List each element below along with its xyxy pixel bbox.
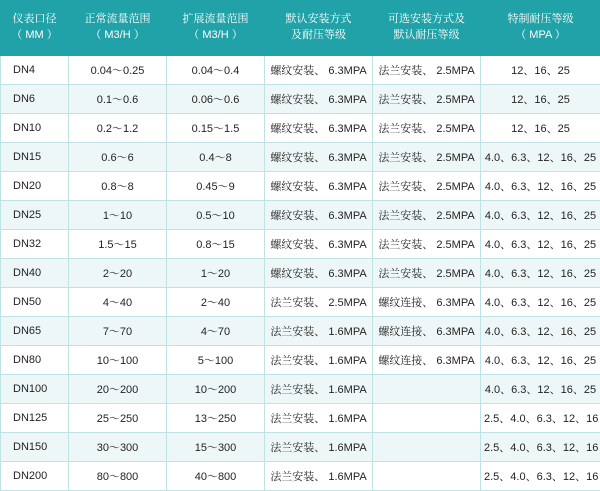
table-cell: 法兰安装、 1.6MPA	[265, 462, 373, 491]
cell-diameter: DN10	[1, 114, 69, 143]
column-header-diameter-line1: 仪表口径	[3, 12, 66, 28]
table-cell	[373, 375, 481, 404]
table-row	[1, 375, 600, 404]
table-row	[1, 172, 600, 201]
table-cell: 法兰安装、 2.5MPA	[265, 288, 373, 317]
table-cell: 法兰安装、 2.5MPA	[373, 201, 481, 230]
table-cell: 0.06～0.6	[167, 85, 265, 114]
table-cell: 1.5～15	[69, 230, 167, 259]
column-header-optional-install-line2: 默认耐压等级	[375, 28, 478, 44]
cell-diameter: DN200	[1, 462, 69, 491]
table-cell: 螺纹安装、 6.3MPA	[265, 230, 373, 259]
table-cell: 螺纹连接、 6.3MPA	[373, 288, 481, 317]
column-header-special-pressure-line2: （ MPA ）	[483, 28, 598, 44]
table-row	[1, 56, 600, 85]
cell-diameter: DN100	[1, 375, 69, 404]
table-cell: 20～200	[69, 375, 167, 404]
table-cell: 螺纹安装、 6.3MPA	[265, 143, 373, 172]
table-cell: 法兰安装、 2.5MPA	[373, 172, 481, 201]
table-cell: 2～40	[167, 288, 265, 317]
column-header-extended-flow-line2: （ M3/H ）	[169, 28, 262, 44]
table-cell: 5～100	[167, 346, 265, 375]
table-cell: 0.2～1.2	[69, 114, 167, 143]
table-cell	[373, 462, 481, 491]
cell-diameter: DN50	[1, 288, 69, 317]
table-cell: 0.5～10	[167, 201, 265, 230]
table-cell: 0.45～9	[167, 172, 265, 201]
table-cell: 12、16、25	[481, 85, 600, 114]
column-header-optional-install	[373, 1, 481, 56]
table-cell: 螺纹安装、 6.3MPA	[265, 114, 373, 143]
table-cell: 0.8～15	[167, 230, 265, 259]
table-row	[1, 259, 600, 288]
table-cell: 螺纹安装、 6.3MPA	[265, 85, 373, 114]
table-cell: 螺纹安装、 6.3MPA	[265, 172, 373, 201]
table-cell: 螺纹连接、 6.3MPA	[373, 346, 481, 375]
table-cell: 30～300	[69, 433, 167, 462]
table-cell: 0.15～1.5	[167, 114, 265, 143]
table-cell: 4.0、6.3、12、16、25	[481, 346, 600, 375]
table-cell: 法兰安装、 1.6MPA	[265, 317, 373, 346]
table-cell: 螺纹连接、 6.3MPA	[373, 317, 481, 346]
table-row	[1, 346, 600, 375]
table-cell: 40～800	[167, 462, 265, 491]
table-cell: 4.0、6.3、12、16、25	[481, 317, 600, 346]
table-row	[1, 143, 600, 172]
table-row	[1, 114, 600, 143]
table-cell: 0.6～6	[69, 143, 167, 172]
table-cell	[373, 433, 481, 462]
table-cell: 2.5、4.0、6.3、12、16	[481, 404, 600, 433]
column-header-optional-install-line1: 可选安装方式及	[375, 12, 478, 28]
cell-diameter: DN4	[1, 56, 69, 85]
column-header-extended-flow	[167, 1, 265, 56]
table-cell: 4.0、6.3、12、16、25	[481, 143, 600, 172]
table-cell: 法兰安装、 2.5MPA	[373, 114, 481, 143]
column-header-default-install	[265, 1, 373, 56]
cell-diameter: DN150	[1, 433, 69, 462]
column-header-normal-flow	[69, 1, 167, 56]
table-cell: 4.0、6.3、12、16、25	[481, 172, 600, 201]
table-cell: 4.0、6.3、12、16、25	[481, 201, 600, 230]
table-row	[1, 404, 600, 433]
table-cell: 7～70	[69, 317, 167, 346]
table-cell: 法兰安装、 2.5MPA	[373, 85, 481, 114]
table-cell: 法兰安装、 2.5MPA	[373, 56, 481, 85]
table-row	[1, 201, 600, 230]
cell-diameter: DN32	[1, 230, 69, 259]
cell-diameter: DN80	[1, 346, 69, 375]
table-cell: 2～20	[69, 259, 167, 288]
table-cell: 0.04～0.4	[167, 56, 265, 85]
table-cell: 25～250	[69, 404, 167, 433]
column-header-extended-flow-line1: 扩展流量范围	[169, 12, 262, 28]
table-cell: 4.0、6.3、12、16、25	[481, 375, 600, 404]
table-cell: 法兰安装、 2.5MPA	[373, 143, 481, 172]
table-cell: 法兰安装、 1.6MPA	[265, 433, 373, 462]
table-cell: 1～20	[167, 259, 265, 288]
column-header-diameter-line2: （ MM ）	[3, 28, 66, 44]
table-cell: 1～10	[69, 201, 167, 230]
cell-diameter: DN20	[1, 172, 69, 201]
table-cell: 12、16、25	[481, 56, 600, 85]
table-cell: 4～40	[69, 288, 167, 317]
table-cell: 0.4～8	[167, 143, 265, 172]
column-header-special-pressure	[481, 1, 600, 56]
table-cell: 0.8～8	[69, 172, 167, 201]
table-cell: 10～200	[167, 375, 265, 404]
column-header-default-install-line1: 默认安装方式	[267, 12, 370, 28]
cell-diameter: DN40	[1, 259, 69, 288]
table-cell: 4.0、6.3、12、16、25	[481, 288, 600, 317]
cell-diameter: DN25	[1, 201, 69, 230]
table-row	[1, 85, 600, 114]
column-header-default-install-line2: 及耐压等级	[267, 28, 370, 44]
cell-diameter: DN65	[1, 317, 69, 346]
column-header-special-pressure-line1: 特制耐压等级	[483, 12, 598, 28]
table-cell: 80～800	[69, 462, 167, 491]
table-cell: 0.1～0.6	[69, 85, 167, 114]
table-cell: 法兰安装、 1.6MPA	[265, 375, 373, 404]
table-cell: 4.0、6.3、12、16、25	[481, 259, 600, 288]
table-row	[1, 317, 600, 346]
table-header	[1, 1, 600, 56]
table-cell: 螺纹安装、 6.3MPA	[265, 259, 373, 288]
table-cell: 法兰安装、 1.6MPA	[265, 346, 373, 375]
table-cell: 4.0、6.3、12、16、25	[481, 230, 600, 259]
table-cell: 0.04～0.25	[69, 56, 167, 85]
table-cell: 12、16、25	[481, 114, 600, 143]
table-row	[1, 462, 600, 491]
column-header-normal-flow-line2: （ M3/H ）	[71, 28, 164, 44]
table-row	[1, 288, 600, 317]
table-cell: 法兰安装、 2.5MPA	[373, 230, 481, 259]
table-cell: 15～300	[167, 433, 265, 462]
table-body	[1, 56, 600, 491]
table-cell: 2.5、4.0、6.3、12、16	[481, 462, 600, 491]
cell-diameter: DN15	[1, 143, 69, 172]
column-header-normal-flow-line1: 正常流量范围	[71, 12, 164, 28]
table-cell	[373, 404, 481, 433]
table-cell: 4～70	[167, 317, 265, 346]
table-cell: 螺纹安装、 6.3MPA	[265, 201, 373, 230]
table-cell: 螺纹安装、 6.3MPA	[265, 56, 373, 85]
table-row	[1, 230, 600, 259]
table-cell: 2.5、4.0、6.3、12、16	[481, 433, 600, 462]
table-row	[1, 433, 600, 462]
cell-diameter: DN6	[1, 85, 69, 114]
table-cell: 10～100	[69, 346, 167, 375]
table-header-row	[1, 1, 600, 56]
column-header-diameter	[1, 1, 69, 56]
table-cell: 13～250	[167, 404, 265, 433]
table-cell: 法兰安装、 1.6MPA	[265, 404, 373, 433]
table-cell: 法兰安装、 2.5MPA	[373, 259, 481, 288]
cell-diameter: DN125	[1, 404, 69, 433]
